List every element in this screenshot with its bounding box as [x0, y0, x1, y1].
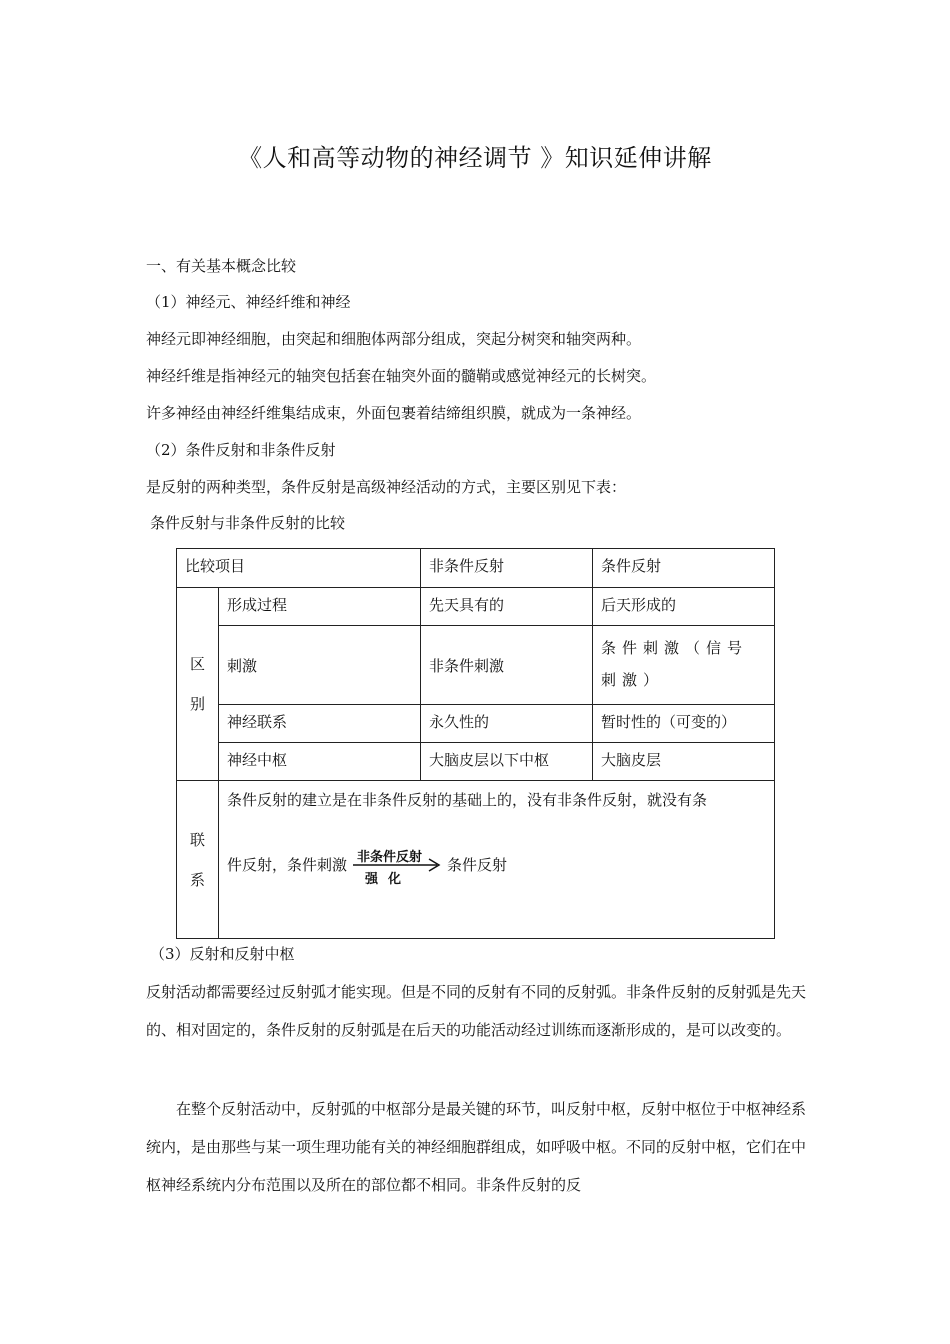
- row-item: 神经中枢: [219, 743, 421, 781]
- table-header-row: [177, 549, 775, 588]
- row-cond: 暂时性的（可变的）: [593, 705, 775, 743]
- paragraph-reflex-arc: 反射活动都需要经过反射弧才能实现。但是不同的反射有不同的反射弧。非条件反射的反射弧是先天的、相对固定的，条件反射的反射弧是在后天的功能活动经过训练而逐渐形成的，是可以改变的。: [146, 983, 807, 1039]
- formula-right: 条件反射: [447, 856, 508, 874]
- table-row: [177, 705, 775, 743]
- link-cell: [219, 781, 775, 939]
- paragraph-neuron: 神经元即神经细胞，由突起和细胞体两部分组成，突起分树突和轴突两种。: [146, 330, 642, 348]
- table-row: [177, 588, 775, 626]
- header-uncond: 非条件反射: [421, 549, 593, 588]
- row-item: 刺激: [219, 626, 421, 705]
- row-uncond: 先天具有的: [421, 588, 593, 626]
- table-link-row: [177, 781, 775, 939]
- paragraph-reflex-center: 在整个反射活动中，反射弧的中枢部分是最关键的环节，叫反射中枢，反射中枢位于中枢神经系统内，是由那些与某一项生理功能有关的神经细胞群组成，如呼吸中枢。不同的反射中枢，它们在中枢神经系统内分布范围以及所在的部位都不相同。非条件反射的反: [146, 1100, 807, 1194]
- paragraph-nerve-fiber: 神经纤维是指神经元的轴突包括套在轴突外面的髓鞘或感觉神经元的长树突。: [146, 367, 657, 385]
- arrow-top-label: 非条件反射: [357, 850, 423, 865]
- row-item: 形成过程: [219, 588, 421, 626]
- arrow-bottom-label: 强化: [365, 872, 412, 887]
- table-row: [177, 743, 775, 781]
- diff-label: 区 别: [177, 588, 219, 781]
- formula-left: 件反射，条件刺激: [227, 856, 348, 874]
- subheading-reflex: （2）条件反射和非条件反射: [146, 441, 336, 459]
- table-caption: 条件反射与非条件反射的比较: [150, 514, 346, 532]
- comparison-table: [176, 548, 775, 939]
- paragraph-nerve: 许多神经由神经纤维集结成束，外面包裹着结缔组织膜，就成为一条神经。: [146, 404, 642, 422]
- table-row: [177, 626, 775, 705]
- page-title: 《人和高等动物的神经调节 》知识延伸讲解: [238, 144, 712, 172]
- paragraph-reflex-types: 是反射的两种类型，条件反射是高级神经活动的方式，主要区别见下表：: [146, 478, 627, 496]
- subheading-reflex-center: （3）反射和反射中枢: [150, 945, 295, 963]
- link-label: 联 系: [177, 781, 219, 939]
- reflex-formula: [227, 845, 766, 885]
- subheading-neuron: （1）神经元、神经纤维和神经: [146, 293, 351, 311]
- row-uncond: 永久性的: [421, 705, 593, 743]
- row-cond: 后天形成的: [593, 588, 775, 626]
- row-uncond: 非条件刺激: [421, 626, 593, 705]
- header-item: 比较项目: [177, 549, 421, 588]
- reinforcement-arrow: [351, 845, 443, 885]
- link-text: 条件反射的建立是在非条件反射的基础上的，没有非条件反射，就没有条: [227, 791, 708, 809]
- row-uncond: 大脑皮层以下中枢: [421, 743, 593, 781]
- row-item: 神经联系: [219, 705, 421, 743]
- section-heading: 一、有关基本概念比较: [146, 257, 297, 275]
- row-cond: 条件刺激（信号刺激）: [593, 626, 775, 705]
- row-cond: 大脑皮层: [593, 743, 775, 781]
- header-cond: 条件反射: [593, 549, 775, 588]
